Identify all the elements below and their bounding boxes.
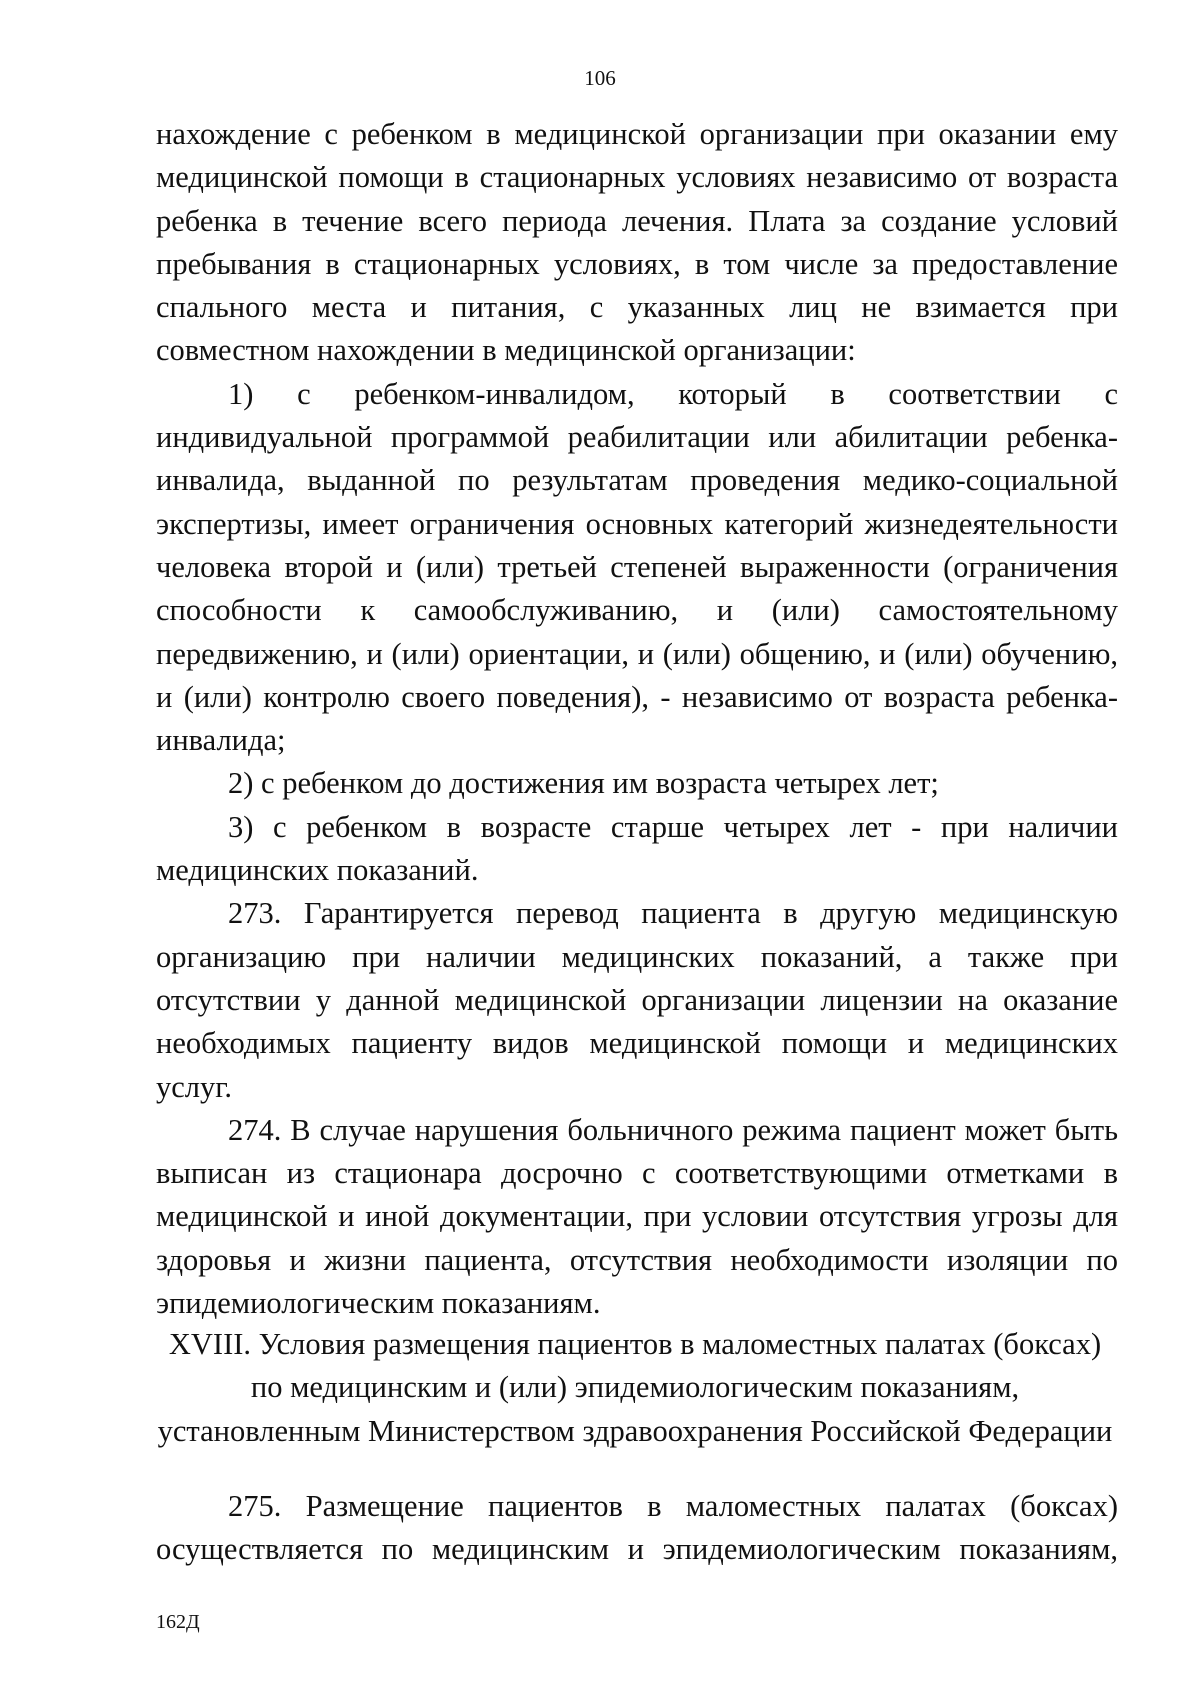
- page-number: 106: [584, 66, 616, 90]
- document-body: [156, 113, 1118, 1325]
- section-heading-line-3: установленным Министерством здравоохранения Российской Федерации: [157, 1413, 1113, 1448]
- paragraph-273: 273. Гарантируется перевод пациента в другую медицинскую организацию при наличии медицинских показаний, а также при отсутствии у данной медицинской организации лицензии на оказание необходимых пациенту видов медицинской помощи и медицинских услуг.: [156, 896, 1118, 1104]
- paragraph-275: 275. Размещение пациентов в маломестных палатах (боксах) осуществляется по медицинским и эпидемиологическим показаниям,: [156, 1489, 1118, 1567]
- footer-code: 162Д: [156, 1611, 200, 1633]
- document-body-continued: [156, 1485, 1118, 1572]
- list-item-2: 2) с ребенком до достижения им возраста четырех лет;: [228, 766, 939, 801]
- list-item-3: 3) с ребенком в возрасте старше четырех лет - при наличии медицинских показаний.: [156, 809, 1118, 888]
- section-heading-line-1: XVIII. Условия размещения пациентов в маломестных палатах (боксах): [168, 1327, 1102, 1361]
- list-item-1: 1) с ребенком-инвалидом, который в соответствии с индивидуальной программой реабилитации или абилитации ребенка-инвалида, выданной по результатам проведения медико-социальной экспертизы, имеет ограничения основных категорий жизнедеятельности человека второй и (или) третьей степеней выраженности (ограничения способности к самообслуживанию, и (или) самостоятельному передвижению, и (или) ориентации, и (или) общению, и (или) обучению, и (или) контролю своего поведения), - независимо от возраста ребенка-инвалида;: [156, 376, 1118, 758]
- paragraph-continuation: нахождение с ребенком в медицинской организации при оказании ему медицинской помощи в стационарных условиях независимо от возраста ребенка в течение всего периода лечения. Плата за создание условий пребывания в стационарных условиях, в том числе за предоставление спального места и питания, с указанных лиц не взимается при совместном нахождении в медицинской организации:: [156, 117, 1118, 368]
- paragraph-274: 274. В случае нарушения больничного режима пациент может быть выписан из стационара досрочно с соответствующими отметками в медицинской и иной документации, при условии отсутствия угрозы для здоровья и жизни пациента, отсутствия необходимости изоляции по эпидемиологическим показаниям.: [156, 1112, 1118, 1321]
- section-heading-line-2: по медицинским и (или) эпидемиологическим показаниям,: [250, 1370, 1020, 1405]
- section-heading: [140, 1323, 1130, 1453]
